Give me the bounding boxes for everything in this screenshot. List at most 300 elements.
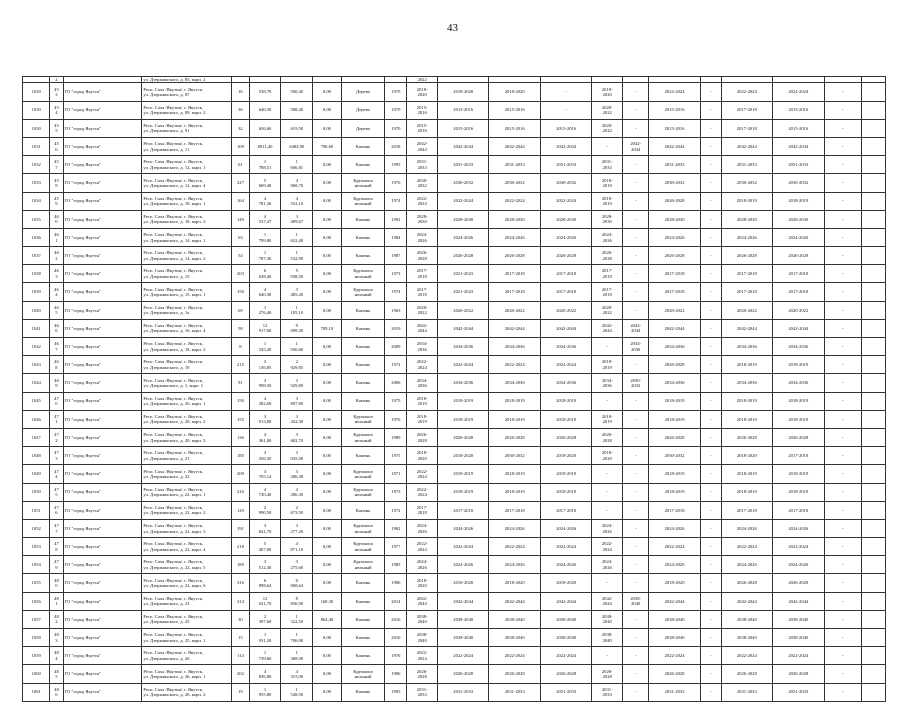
- period-j-cell: [773, 465, 824, 483]
- address-line-2: ул. Дзержинского, д. 25, корп. 1: [143, 637, 206, 643]
- period-k-cell: [824, 356, 861, 374]
- table-row: [23, 410, 886, 428]
- sub-number-cell: [50, 683, 63, 701]
- cell-text: 19: [238, 689, 243, 695]
- period-j-cell: [773, 629, 824, 647]
- address-line-2: ул. Дзержинского, д. 25: [143, 619, 190, 625]
- cell-text: 2030-2032: [664, 180, 685, 186]
- row-number-cell: [23, 83, 50, 101]
- cell-text: 282,60: [258, 401, 272, 407]
- cell-text: 2026-2028: [453, 434, 474, 440]
- cell-text: 2018-: [601, 177, 613, 183]
- period-h-cell: [700, 174, 721, 192]
- period-c-cell: [489, 192, 540, 210]
- row-number-cell: [23, 319, 50, 337]
- cell-text: 4: [55, 110, 58, 116]
- table-row: [23, 137, 886, 155]
- living-area-cell: [281, 137, 313, 155]
- period-c-cell: [489, 156, 540, 174]
- cell-text: 2022-2024: [453, 543, 474, 549]
- cell-text: 0,00: [322, 562, 331, 568]
- period-g-cell: [649, 283, 700, 301]
- cell-text: 189: [236, 562, 244, 568]
- period-d-cell: [540, 574, 591, 592]
- period-a-cell: [407, 192, 438, 210]
- cell-text: 538,70: [258, 89, 272, 95]
- cell-text: 2018-: [416, 450, 428, 456]
- cell-text: -: [565, 89, 567, 95]
- cell-text: 955,80: [258, 692, 272, 698]
- cell-text: 150: [236, 289, 244, 295]
- cell-text: 2042-2044: [453, 143, 474, 149]
- total-area-cell: [249, 338, 281, 356]
- cell-text: 2040: [631, 601, 641, 607]
- cell-text: 2018-2020: [664, 580, 685, 586]
- living-area-cell: [281, 501, 313, 519]
- cell-text: 322,50: [290, 619, 304, 625]
- cell-text: 2034-2036: [453, 380, 474, 386]
- cell-text: 2022-2024: [736, 543, 757, 549]
- wall-material-cell: [341, 392, 385, 410]
- cell-text: нельный: [354, 564, 372, 570]
- nonresidential-area-cell: [313, 592, 341, 610]
- period-c-cell: [489, 592, 540, 610]
- cell-text: -: [709, 543, 712, 549]
- cell-text: 227: [236, 180, 244, 186]
- cell-text: 2020-2022: [556, 307, 577, 313]
- cell-text: 7: [55, 164, 58, 170]
- municipality-cell: [63, 101, 142, 119]
- apartments-cell: [232, 265, 250, 283]
- nonresidential-area-cell: [313, 265, 341, 283]
- period-a-cell: [407, 356, 438, 374]
- year-built-cell: [385, 356, 407, 374]
- sub-number-cell: [50, 192, 63, 210]
- period-i-cell: [721, 156, 772, 174]
- municipality-cell: [63, 501, 142, 519]
- cell-text: 2026-: [601, 668, 613, 674]
- period-a-cell: [407, 629, 438, 647]
- cell-text: 2026-2028: [504, 252, 525, 258]
- period-a-cell: [407, 519, 438, 537]
- period-e-cell: [592, 319, 623, 337]
- address-line-2: ул. Дзержинского, д. 87: [143, 92, 190, 97]
- cell-text: -: [634, 271, 637, 277]
- year-built-cell: [385, 83, 407, 101]
- living-area-cell: [281, 410, 313, 428]
- cell-text: 2018-2019: [453, 471, 474, 477]
- wall-material-cell: [341, 228, 385, 246]
- cell-text: 45: [54, 141, 59, 147]
- cell-text: 48: [54, 632, 59, 638]
- cell-text: 2018-2019: [788, 416, 809, 422]
- period-k-cell: [824, 501, 861, 519]
- period-l-cell: [861, 356, 885, 374]
- cell-text: 1: [295, 304, 298, 310]
- address-cell: [142, 610, 232, 628]
- table-row: [23, 447, 886, 465]
- cell-text: 532,90: [290, 255, 304, 261]
- address-line-2: ул. Дзержинского, д. 14, корп. 2: [143, 255, 206, 261]
- period-l-cell: [861, 156, 885, 174]
- nonresidential-area-cell: [313, 137, 341, 155]
- living-area-cell: [281, 119, 313, 137]
- cell-text: 2017-: [601, 286, 613, 292]
- address-cell: [142, 465, 232, 483]
- cell-text: 1037: [31, 252, 41, 258]
- total-area-cell: [249, 265, 281, 283]
- total-area-cell: [249, 483, 281, 501]
- nonresidential-area-cell: [313, 210, 341, 228]
- period-k-cell: [824, 265, 861, 283]
- cell-text: 2042-2044: [736, 598, 757, 604]
- cell-text: 2030: [417, 219, 427, 225]
- cell-text: 588,40: [290, 107, 304, 113]
- cell-text: 1050: [31, 489, 41, 495]
- cell-text: нельный: [354, 292, 372, 298]
- cell-text: 2031-2033: [556, 162, 577, 168]
- cell-text: 218: [236, 543, 244, 549]
- total-area-cell: [249, 156, 281, 174]
- address-line-2: ул. Дзержинского, д. 22: [143, 473, 190, 479]
- cell-text: 2017-2018: [504, 271, 525, 277]
- cell-text: 2017-: [601, 268, 613, 274]
- cell-text: Дерево: [356, 125, 371, 131]
- cell-text: 2022-: [416, 650, 428, 656]
- row-number-cell: [23, 301, 50, 319]
- period-f-cell: [623, 683, 649, 701]
- cell-text: -: [709, 307, 712, 313]
- cell-text: -: [709, 234, 712, 240]
- cell-text: Камень: [355, 380, 371, 386]
- table-row: [23, 538, 886, 556]
- period-f-cell: [623, 283, 649, 301]
- apartments-cell: [232, 447, 250, 465]
- wall-material-cell: [341, 410, 385, 428]
- cell-text: 2015-2016: [788, 125, 809, 131]
- period-k-cell: [824, 301, 861, 319]
- row-number-cell: [23, 392, 50, 410]
- cell-text: 1031: [31, 143, 41, 149]
- period-l-cell: [861, 374, 885, 392]
- cell-text: 2017-: [416, 504, 428, 510]
- cell-text: -: [634, 653, 637, 659]
- period-e-cell: [592, 501, 623, 519]
- period-l-cell: [861, 338, 885, 356]
- period-c-cell: [489, 137, 540, 155]
- cell-text: 638,40: [258, 273, 272, 279]
- cell-text: 2015-: [416, 122, 428, 128]
- table-row: [23, 574, 886, 592]
- cell-text: 2032: [631, 383, 641, 388]
- period-f-cell: [623, 465, 649, 483]
- cell-text: 739,60: [258, 655, 272, 661]
- cell-text: 2022: [417, 77, 427, 82]
- period-i-cell: [721, 247, 772, 265]
- cell-text: ГО "город Якутск": [64, 216, 102, 222]
- cell-text: 2020-2022: [736, 307, 757, 313]
- period-j-cell: [773, 610, 824, 628]
- cell-text: 836,80: [258, 674, 272, 679]
- cell-text: 0,00: [322, 543, 331, 549]
- cell-text: 2031-2033: [664, 162, 685, 168]
- period-l-cell: [861, 319, 885, 337]
- address-line-1: Респ. Саха /Якутия/, г. Якутск,: [143, 595, 203, 601]
- period-c-cell: [489, 447, 540, 465]
- cell-text: 1056: [31, 598, 41, 604]
- nonresidential-area-cell: [313, 574, 341, 592]
- period-k-cell: [824, 83, 861, 101]
- cell-text: 6: [55, 328, 58, 334]
- period-g-cell: [649, 83, 700, 101]
- apartments-cell: [232, 629, 250, 647]
- period-j-cell: [773, 137, 824, 155]
- cell-text: 1051: [31, 507, 41, 513]
- table-row: [23, 647, 886, 665]
- cell-text: 0,00: [322, 307, 331, 313]
- total-area-cell: [249, 538, 281, 556]
- cell-text: 2032: [417, 182, 427, 188]
- cell-text: 1055: [31, 580, 41, 586]
- table-row: [23, 665, 886, 683]
- cell-text: -: [709, 271, 712, 277]
- period-b-cell: [437, 119, 488, 137]
- period-e-cell: [592, 137, 623, 155]
- period-l-cell: [861, 428, 885, 446]
- cell-text: 2018-2020: [453, 89, 474, 95]
- nonresidential-area-cell: [313, 447, 341, 465]
- cell-text: 3: [263, 559, 267, 565]
- cell-text: 2030-2032: [504, 180, 525, 186]
- cell-text: 46: [54, 250, 59, 256]
- period-i-cell: [721, 410, 772, 428]
- period-h-cell: [700, 265, 721, 283]
- cell-text: 1035: [31, 216, 41, 222]
- period-h-cell: [700, 592, 721, 610]
- address-line-2: ул. Дзержинского, д. 22, корп. 6: [143, 583, 206, 589]
- period-c-cell: [489, 283, 540, 301]
- cell-text: 2033: [602, 692, 612, 698]
- sub-number-cell: [50, 665, 63, 683]
- cell-text: 3: [295, 450, 298, 456]
- cell-text: 2034-: [630, 341, 642, 347]
- cell-text: 2042-: [416, 595, 428, 601]
- cell-text: 2024: [417, 364, 427, 370]
- period-e-cell: [592, 301, 623, 319]
- cell-text: нельный: [354, 201, 372, 207]
- cell-text: 0,00: [322, 398, 331, 404]
- cell-text: -: [634, 525, 637, 531]
- address-cell: [142, 247, 232, 265]
- cell-text: 2042-2044: [664, 325, 685, 331]
- row-number-cell: [23, 283, 50, 301]
- year-built-cell: [385, 538, 407, 556]
- cell-text: 2028-2030: [736, 216, 757, 222]
- period-k-cell: [824, 629, 861, 647]
- cell-text: 2024-: [416, 232, 428, 238]
- period-h-cell: [700, 538, 721, 556]
- cell-text: 2042-2044: [664, 143, 685, 149]
- cell-text: 021,70: [258, 601, 272, 607]
- cell-text: 2022-2024: [736, 653, 757, 659]
- cell-text: 2022-: [416, 195, 428, 201]
- cell-text: 2020-2022: [788, 307, 809, 313]
- period-i-cell: [721, 137, 772, 155]
- cell-text: 2030: [602, 219, 612, 225]
- cell-text: Крупнопа: [353, 523, 373, 529]
- period-f-cell: [623, 374, 649, 392]
- cell-text: -: [634, 689, 637, 695]
- cell-text: -: [841, 343, 844, 349]
- period-a-cell: [407, 574, 438, 592]
- cell-text: -: [709, 416, 712, 422]
- cell-text: 2028-2030: [453, 216, 474, 222]
- cell-text: 2019: [417, 401, 427, 407]
- cell-text: 6: [263, 268, 267, 274]
- cell-text: 2018-2019: [788, 398, 809, 404]
- municipality-cell: [63, 465, 142, 483]
- cell-text: -: [606, 580, 608, 586]
- cell-text: ГО "город Якутск": [64, 234, 102, 240]
- living-area-cell: [281, 101, 313, 119]
- cell-text: 619,50: [290, 125, 304, 131]
- cell-text: 1: [55, 601, 58, 607]
- cell-text: 46: [54, 323, 59, 329]
- cell-text: 3: [55, 273, 58, 279]
- cell-text: 2018-2020: [556, 580, 577, 586]
- cell-text: 781,36: [258, 201, 272, 207]
- cell-text: 2026-2028: [556, 434, 577, 440]
- municipality-cell: [63, 338, 142, 356]
- cell-text: 1974: [391, 289, 401, 295]
- period-d-cell: [540, 119, 591, 137]
- cell-text: 2024: [417, 655, 427, 661]
- address-line-2: ул. Дзержинского, д. 15, корп. 1: [143, 292, 206, 298]
- row-number-cell: [23, 410, 50, 428]
- period-h-cell: [700, 210, 721, 228]
- cell-text: Камень: [355, 162, 371, 168]
- row-number-cell: [23, 574, 50, 592]
- row-number-cell: [23, 247, 50, 265]
- cell-text: 2017-2018: [788, 271, 809, 277]
- period-b-cell: [437, 665, 488, 683]
- cell-text: 1044: [31, 380, 41, 386]
- cell-text: 3: [295, 413, 298, 419]
- cell-text: ГО "город Якутск": [64, 453, 102, 459]
- period-c-cell: [489, 392, 540, 410]
- period-e-cell: [592, 556, 623, 574]
- period-k-cell: [824, 556, 861, 574]
- cell-text: 705,14: [258, 473, 272, 479]
- cell-text: 2042-2044: [556, 598, 577, 604]
- cell-text: 2042-2044: [788, 598, 809, 604]
- period-g-cell: [649, 356, 700, 374]
- cell-text: 2: [263, 614, 267, 620]
- cell-text: 1041: [31, 325, 41, 331]
- total-area-cell: [249, 592, 281, 610]
- cell-text: 2028: [602, 255, 612, 261]
- apartments-cell: [232, 392, 250, 410]
- cell-text: ГО "город Якутск": [64, 525, 102, 531]
- cell-text: 2017-2018: [736, 507, 757, 513]
- cell-text: 2040: [602, 637, 612, 643]
- year-built-cell: [385, 501, 407, 519]
- period-l-cell: [861, 101, 885, 119]
- cell-text: 098,30: [290, 328, 304, 334]
- period-e-cell: [592, 665, 623, 683]
- cell-text: -: [709, 562, 712, 568]
- period-e-cell: [592, 410, 623, 428]
- period-k-cell: [824, 592, 861, 610]
- living-area-cell: [281, 338, 313, 356]
- apartments-cell: [232, 610, 250, 628]
- cell-text: -: [709, 143, 712, 149]
- cell-text: -: [634, 125, 637, 131]
- cell-text: 2026-2028: [453, 252, 474, 258]
- municipality-cell: [63, 428, 142, 446]
- period-j-cell: [773, 374, 824, 392]
- cell-text: 2024-: [416, 559, 428, 565]
- cell-text: 2022-2024: [504, 653, 525, 659]
- wall-material-cell: [341, 556, 385, 574]
- sub-number-cell: [50, 374, 63, 392]
- nonresidential-area-cell: [313, 665, 341, 683]
- total-area-cell: [249, 574, 281, 592]
- cell-text: 0,00: [322, 125, 331, 131]
- cell-text: 4: [263, 432, 267, 438]
- period-i-cell: [721, 338, 772, 356]
- cell-text: 2026-2028: [504, 434, 525, 440]
- cell-text: 2038-: [416, 632, 428, 638]
- address-line-2: ул. Дзержинского, д. 14, корп. 1: [143, 237, 206, 243]
- period-h-cell: [700, 610, 721, 628]
- period-a-cell: [407, 83, 438, 101]
- municipality-cell: [63, 156, 142, 174]
- living-area-cell: [281, 465, 313, 483]
- total-area-cell: [249, 629, 281, 647]
- cell-text: 2028-2030: [556, 216, 577, 222]
- period-c-cell: [489, 610, 540, 628]
- cell-text: -: [841, 325, 844, 331]
- address-line-2: ул. Дзержинского, д. 23: [143, 601, 190, 607]
- cell-text: Камень: [355, 453, 371, 459]
- cell-text: 1977: [391, 543, 401, 549]
- cell-text: 2: [55, 619, 58, 625]
- period-j-cell: [773, 592, 824, 610]
- nonresidential-area-cell: [313, 301, 341, 319]
- total-area-cell: [249, 428, 281, 446]
- cell-text: -: [709, 325, 712, 331]
- period-h-cell: [700, 356, 721, 374]
- period-j-cell: [773, 519, 824, 537]
- cell-text: 2030-2032: [788, 180, 809, 186]
- cell-text: 2038-: [601, 614, 613, 620]
- living-area-cell: [281, 428, 313, 446]
- period-c-cell: [489, 210, 540, 228]
- cell-text: 2022-2024: [504, 198, 525, 204]
- cell-text: -: [709, 180, 712, 186]
- nonresidential-area-cell: [313, 101, 341, 119]
- cell-text: -: [841, 507, 844, 513]
- year-built-cell: [385, 629, 407, 647]
- nonresidential-area-cell: [313, 319, 341, 337]
- cell-text: 1984: [391, 234, 401, 240]
- wall-material-cell: [341, 283, 385, 301]
- cell-text: 4: [263, 395, 267, 401]
- total-area-cell: [249, 192, 281, 210]
- period-d-cell: [540, 465, 591, 483]
- cell-text: 2006: [391, 380, 401, 386]
